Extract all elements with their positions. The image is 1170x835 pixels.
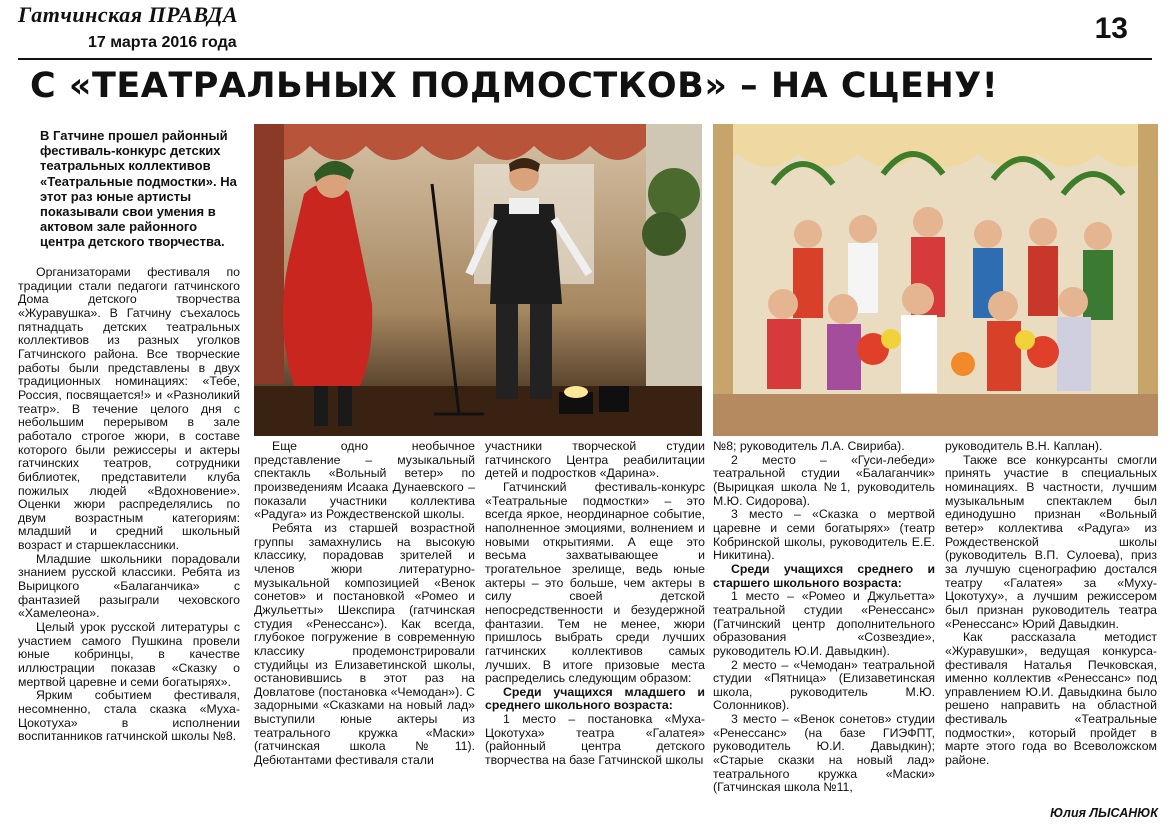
- paragraph: Младшие школьники порадовали знанием русской классики. Ребята из Вырицкого «Балаганчика» с фантазией разыграли чеховского «Хамелеона».: [18, 551, 240, 621]
- article-column-5: [945, 440, 1157, 768]
- paragraph: участники творческой студии гатчинского Центра реабилитации детей и подростков «Дарина».: [485, 439, 705, 481]
- paragraph: 2 место – «Гуси-лебеди» театральной студии «Балаганчик» (Вырицкая школа №1, руководитель М.Ю. Сидорова).: [713, 452, 935, 508]
- paragraph: Ребята из старшей возрастной группы замахнулись на высокую классику, порадовав зрителей и членов жюри литературно-музыкальной композицией «Венок сонетов» и постановкой «Ромео и Джульетты» Шекспира (гатчинская студия «Ренессанс»). Как всегда, глубокое погружение в современную классику продемонстрировали студийцы из Елизаветинской школы, остановившись в этот раз на Довлатове (постановка «Чемодан»). С задорными «Сказками на новый лад» выступили юные актеры из театрального кружка «Маски» (гатчинская школа №11). Дебютантами фестиваля стали: [254, 520, 475, 768]
- paragraph: 2 место – «Чемодан» театральной студии «Пятница» (Елизаветинская школа, руководитель М.Ю. Солонников).: [713, 657, 935, 713]
- headline: С «ТЕАТРАЛЬНЫХ ПОДМОСТКОВ» – НА СЦЕНУ!: [30, 66, 999, 106]
- paragraph: руководитель В.Н. Каплан).: [945, 439, 1103, 453]
- article-column-4: [713, 440, 935, 795]
- article-column-1: [18, 266, 240, 744]
- article-column-3: [485, 440, 705, 768]
- stage-photo-actors: [254, 124, 702, 436]
- author-byline: Юлия ЛЫСАНЮК: [1050, 806, 1158, 820]
- paragraph: Как рассказала методист «Журавушки», ведущая конкурса-фестиваля Наталья Печковская, именно коллектив «Ренессанс» под управлением Ю.И. Давыдкина было решено направить на областной фестиваль «Театральные подмостки», который пройдет в марте этого года во Всеволожском районе.: [945, 630, 1157, 768]
- stage-photo-children: [713, 124, 1158, 436]
- paragraph: №8; руководитель Л.А. Свириба).: [713, 439, 905, 453]
- header-rule: [18, 58, 1152, 60]
- paragraph: Гатчинский фестиваль-конкурс «Театральные подмостки» – это всегда яркое, неординарное событие, наполненное эмоциями, волнением и новыми открытиями. А еще это весьма захватывающее и трогательное зрелище, ведь юные актеры – это больше, чем актеры в силу своей детской непосредственности и безудержной фантазии. Тем не менее, жюри пришлось выбрать среди лучших гатчинских коллективов самых лучших. В итоге призовые места распределись следующим образом:: [485, 479, 705, 686]
- newspaper-name: Гатчинская ПРАВДА: [18, 2, 239, 27]
- paragraph: Также все конкурсанты смогли принять участие в специальных номинациях. В частности, лучшим музыкальным спектаклем был единодушно признан «Вольный ветер» коллектива «Радуга» из Рождественской школы (руководитель В.П. Сулоева), приз за лучшую сценографию достался театру «Галатея» за «Муху-Цокотуху», а лучшим режиссером был признан руководитель театра «Ренессанс» Юрий Давыдкин.: [945, 452, 1157, 631]
- paragraph: 3 место – «Сказка о мертвой царевне и семи богатырях» (театр Кобринской школы, руководитель Е.Е. Никитина).: [713, 507, 935, 563]
- subheading-junior: Среди учащихся младшего и среднего школьного возраста:: [485, 684, 705, 713]
- paragraph: 1 место – постановка «Муха-Цокотуха» театра «Галатея» (районный центра детского творчества на базе Гатчинской школы: [485, 712, 705, 768]
- page-number: 13: [1094, 12, 1128, 45]
- paragraph: 3 место – «Венок сонетов» студии «Ренессанс» (на базе ГИЭФПТ, руководитель Ю.И. Давыдкин); «Старые сказки на новый лад» театрального кружка «Маски» (Гатчинская школа №11,: [713, 712, 935, 795]
- paragraph: Ярким событием фестиваля, несомненно, стала сказка «Муха-Цокотуха» в исполнении воспитанников гатчинской школы №8.: [18, 688, 240, 744]
- article-lead: В Гатчине прошел районный фестиваль-конкурс детских театральных коллективов «Театральные подмостки». На этот раз юные артисты показывали свои умения в актовом зале районного центра детского творчества.: [40, 128, 237, 250]
- masthead: [18, 2, 239, 51]
- paragraph: 1 место – «Ромео и Джульетта» театральной студии «Ренессанс» (Гатчинский центр дополнительного образования «Созвездие», руководитель Ю.И. Давыдкин).: [713, 589, 935, 658]
- paragraph: Целый урок русской литературы с участием самого Пушкина провели юные кобринцы, в качестве иллюстрации показав «Сказку о мертвой царевне и семи богатырях».: [18, 620, 240, 689]
- issue-date: 17 марта 2016 года: [88, 34, 237, 51]
- subheading-senior: Среди учащихся среднего и старшего школьного возраста:: [713, 561, 935, 590]
- article-column-2: [254, 440, 475, 768]
- paragraph: Организаторами фестиваля по традиции стали педагоги гатчинского Дома детского творчества «Журавушка». В Гатчину съехалось пятнадцать детских театральных коллективов из разных уголков Гатчинского района. Все творческие работы были представлены в двух традиционных номинациях: «Тебе, Россия, посвящается!» и «Разноликий театр». В течение целого дня с небольшим перерывом в зале работало строгое жюри, в составе которого были режиссеры и актеры гатчинских театров, сотрудники библиотек, представители клуба пожилых людей «Вдохновение». Оценки жюри распределялись по двум возрастным категориям: младший и средний школьный возраст и старшеклассники.: [18, 265, 240, 553]
- paragraph: Еще одно необычное представление – музыкальный спектакль «Вольный ветер» по произведениям Исаака Дунаевского – показали участники коллектива «Радуга» из Рождественской школы.: [254, 439, 475, 522]
